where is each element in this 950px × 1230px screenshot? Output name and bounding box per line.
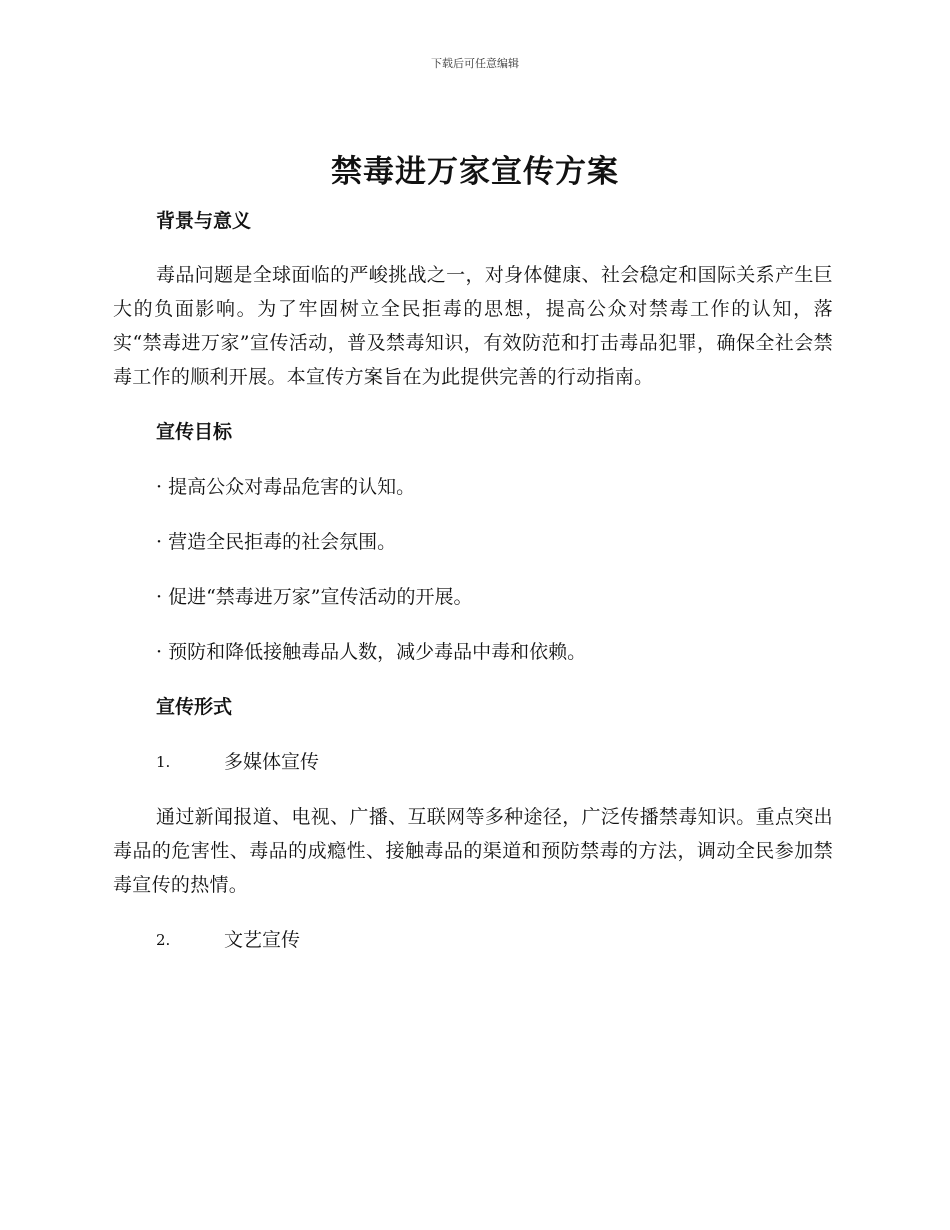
section-heading-forms: 宣传形式 <box>156 696 233 718</box>
form-item-2 <box>156 923 833 957</box>
form-item-number: 1. <box>156 753 171 771</box>
goal-item-4: · 预防和降低接触毒品人数，减少毒品中毒和依赖。 <box>156 641 587 663</box>
goal-item-2: · 营造全民拒毒的社会氛围。 <box>156 531 397 553</box>
section-heading-background: 背景与意义 <box>156 210 252 232</box>
header-note: 下载后可任意编辑 <box>431 57 519 70</box>
goal-item-1: · 提高公众对毒品危害的认知。 <box>156 476 416 498</box>
form-item-number: 2. <box>156 931 171 949</box>
goal-item-3: · 促进“禁毒进万家”宣传活动的开展。 <box>156 586 473 608</box>
form-item-1-paragraph: 通过新闻报道、电视、广播、互联网等多种途径，广泛传播禁毒知识。重点突出毒品的危害性、毒品的成瘾性、接触毒品的渠道和预防禁毒的方法，调动全民参加禁毒宣传的热情。 <box>113 806 833 896</box>
section-heading-goals: 宣传目标 <box>156 421 233 443</box>
background-paragraph: 毒品问题是全球面临的严峻挑战之一，对身体健康、社会稳定和国际关系产生巨大的负面影响。为了牢固树立全民拒毒的思想，提高公众对禁毒工作的认知，落实“禁毒进万家”宣传活动，普及禁毒知识，有效防范和打击毒品犯罪，确保全社会禁毒工作的顺利开展。本宣传方案旨在为此提供完善的行动指南。 <box>113 264 833 388</box>
form-item-label: 文艺宣传 <box>224 929 301 951</box>
document-body <box>113 204 833 957</box>
form-item-label: 多媒体宣传 <box>224 751 320 773</box>
form-item-1 <box>156 745 833 779</box>
document-title: 禁毒进万家宣传方案 <box>331 154 619 190</box>
